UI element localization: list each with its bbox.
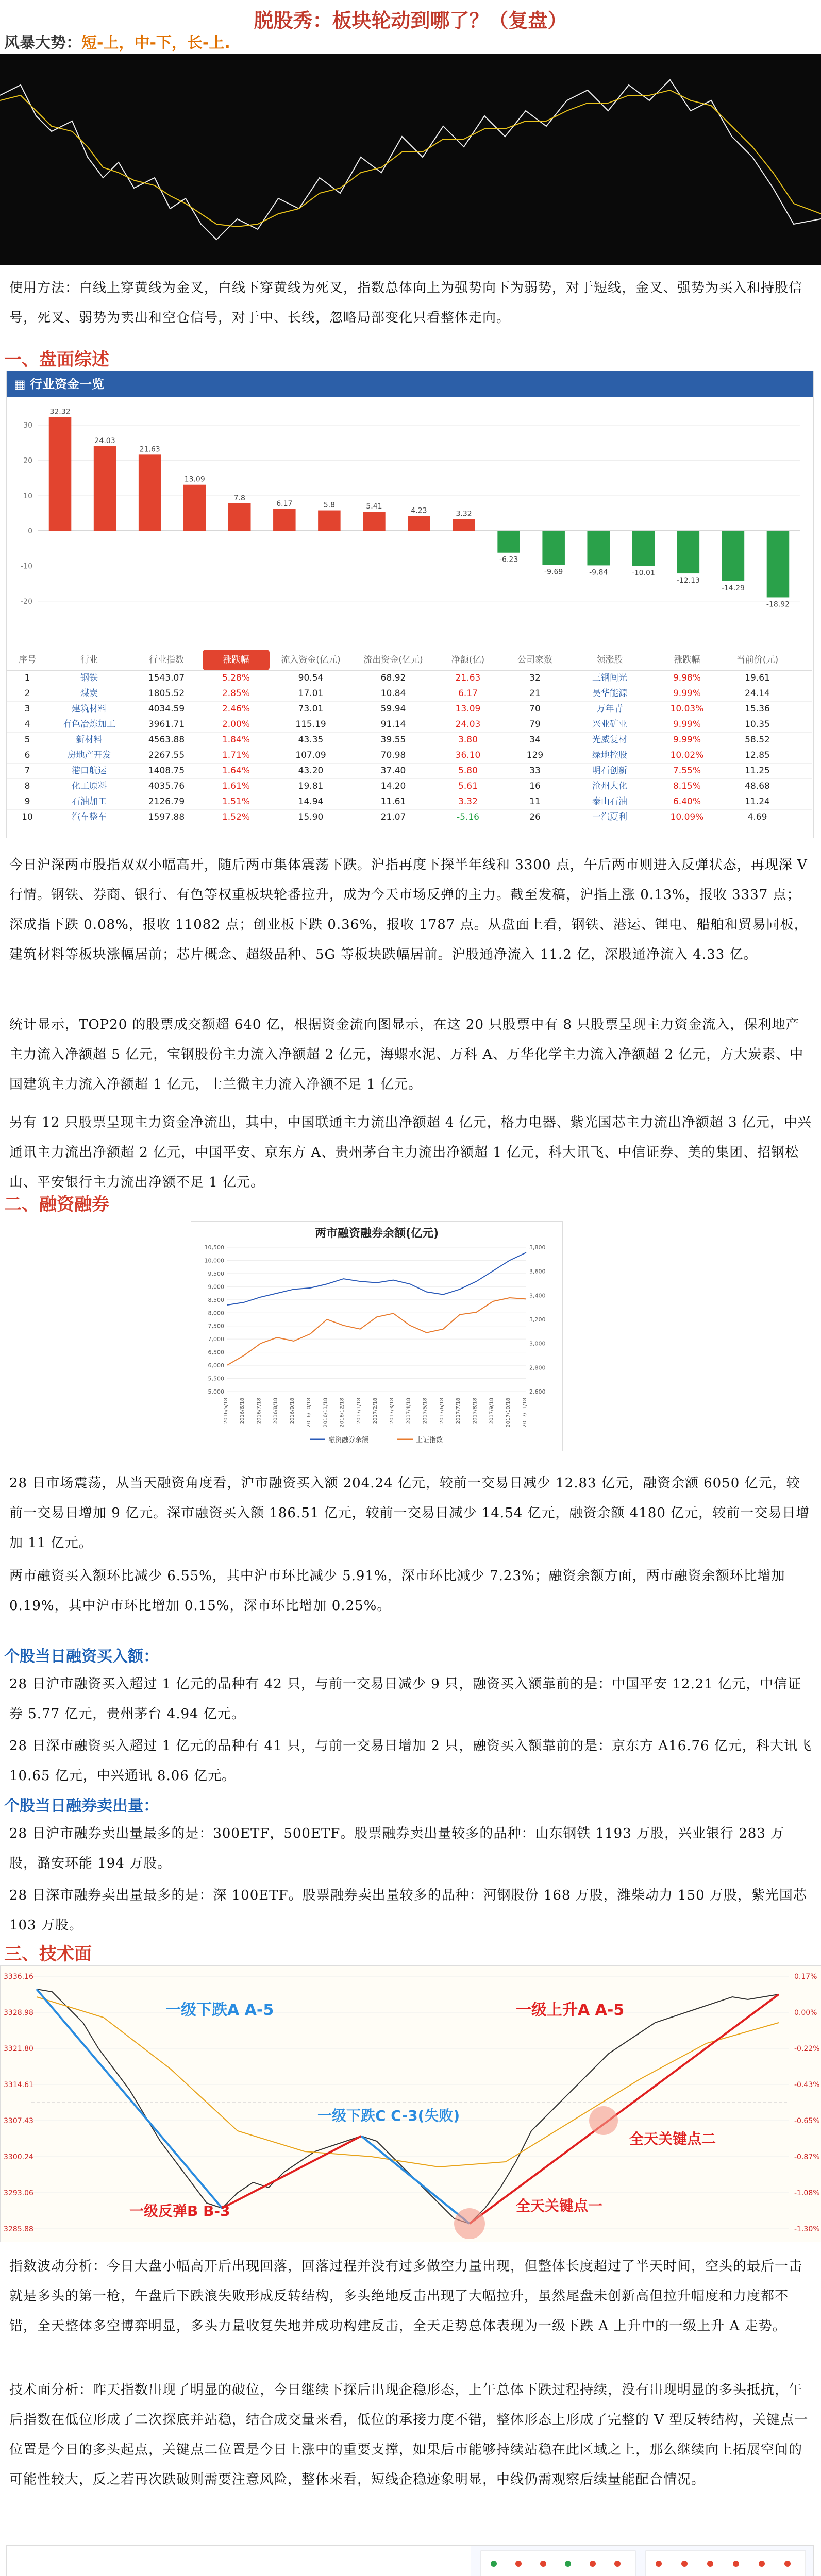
table-cell: 2.00% — [222, 719, 250, 730]
sub-heading-financing: 个股当日融资买入额： — [4, 1648, 159, 1666]
trend-chart — [0, 54, 821, 265]
table-cell: 10.84 — [380, 688, 406, 699]
table-header-cell: 涨跌幅 — [203, 650, 270, 670]
table-cell: 70 — [529, 704, 541, 714]
tech-y2tick: 0.00% — [794, 2009, 817, 2017]
stock-grid-left — [481, 2551, 635, 2576]
table-cell: 7.55% — [673, 766, 701, 776]
table-cell: 17.01 — [298, 688, 324, 699]
margin-xtick: 2016/10/18 — [306, 1398, 312, 1428]
stock-dot — [540, 2561, 546, 2567]
table-cell: 1.84% — [222, 735, 250, 745]
industry-bar — [722, 531, 745, 581]
table-row — [7, 686, 812, 702]
industry-bar — [49, 417, 72, 531]
usage-text: 使用方法：白线上穿黄线为金叉，白线下穿黄线为死叉，指数总体向上为强势向下为弱势，对于短线，金叉、强势为买入和持股信号，死叉、弱势为卖出和空仓信号，对于中、长线，忽略局部变化只看整体走向。 — [9, 280, 803, 326]
bar-value-label: 24.03 — [94, 436, 115, 445]
margin-xtick: 2016/8/18 — [273, 1398, 279, 1425]
short-paragraph-2: 28 日深市融券卖出量最多的是：深 100ETF。股票融券卖出量较多的品种：河钢股份 168 万股，潍柴动力 150 万股，紫光国芯 103 万股。 — [9, 1888, 807, 1933]
sub-heading-short: 个股当日融券卖出量： — [4, 1797, 159, 1815]
margin-y2tick: 3,800 — [529, 1244, 546, 1251]
bar-value-label: 5.8 — [323, 501, 336, 510]
table-cell: 4563.88 — [148, 735, 185, 745]
tech-ytick: 3314.61 — [4, 2081, 33, 2089]
table-header-cell: 公司家数 — [517, 655, 552, 665]
margin-y2tick: 3,200 — [529, 1316, 546, 1323]
table-cell: 37.40 — [380, 766, 406, 776]
tech-ytick: 3300.24 — [4, 2153, 33, 2161]
table-cell: 19.81 — [298, 781, 324, 791]
stock-dot — [491, 2561, 497, 2567]
industry-panel-header — [7, 371, 813, 397]
table-header-cell: 涨跌幅 — [674, 655, 700, 665]
bar-value-label: -9.84 — [589, 568, 608, 577]
table-cell: 14.20 — [380, 781, 406, 791]
bar-value-label: -9.69 — [544, 568, 563, 577]
stock-dot — [515, 2561, 522, 2567]
stock-grid-right — [646, 2551, 806, 2576]
table-cell: 绿地控股 — [592, 750, 627, 760]
margin-ytick: 10,000 — [204, 1257, 224, 1264]
table-cell: 32 — [529, 673, 541, 683]
legend-label: 上证指数 — [416, 1436, 443, 1444]
flow-lines-area — [7, 2546, 471, 2576]
margin-chart — [191, 1222, 562, 1451]
table-header-cell: 流入资金(亿元) — [281, 655, 341, 665]
table-cell: 10.35 — [745, 719, 770, 730]
stock-dot — [614, 2561, 621, 2567]
table-cell: 129 — [526, 750, 544, 760]
financing-paragraph-2: 28 日深市融资买入超过 1 亿元的品种有 41 只，与前一交易日增加 2 只，融资买入额靠前的是：京东方 A16.76 亿元，科大讯飞 10.65 亿元，中兴通讯 8.06 亿元。 — [9, 1738, 812, 1784]
bar-ytick: 10 — [23, 492, 32, 500]
table-row — [7, 717, 812, 733]
margin-ytick: 5,500 — [208, 1375, 224, 1382]
margin-ytick: 8,000 — [208, 1310, 224, 1317]
table-cell: 15.36 — [745, 704, 770, 714]
industry-fund-panel — [6, 371, 814, 838]
table-cell: 10 — [22, 812, 33, 822]
white-line — [0, 80, 821, 240]
tech-y2tick: -0.65% — [794, 2117, 820, 2125]
table-cell: 2 — [24, 688, 30, 699]
margin-ytick: 7,500 — [208, 1323, 224, 1330]
trend-value: 短-上，中-下，长-上. — [81, 34, 230, 52]
margin-xtick: 2017/2/18 — [373, 1398, 378, 1425]
table-cell: 8.15% — [673, 781, 701, 791]
label-cc3: 一级下跌C C-3(失败) — [317, 2107, 460, 2124]
tech-ytick: 3328.98 — [4, 2009, 33, 2017]
stock-dot — [590, 2561, 596, 2567]
margin-xtick: 2017/10/18 — [505, 1398, 511, 1428]
industry-bar — [183, 485, 206, 531]
table-cell: 19.61 — [745, 673, 770, 683]
financing-paragraph-1: 28 日沪市融资买入超过 1 亿元的品种有 42 只，与前一交易日减少 9 只，融资买入额靠前的是：中国平安 12.21 亿元，中信证券 5.77 亿元，贵州茅台 4.94 亿元。 — [9, 1676, 802, 1722]
table-cell: 34 — [529, 735, 541, 745]
table-cell: 3.80 — [458, 735, 478, 745]
table-header-cell: 领涨股 — [596, 655, 623, 665]
bar-value-label: 7.8 — [233, 494, 245, 502]
stock-dot — [707, 2561, 713, 2567]
table-cell: 16 — [529, 781, 541, 791]
table-cell: 73.01 — [298, 704, 324, 714]
table-cell: 13.09 — [455, 704, 481, 714]
section-2-title: 二、融资融券 — [4, 1194, 109, 1215]
table-cell: 8 — [24, 781, 30, 791]
table-cell: 明石创新 — [592, 766, 627, 776]
key-point-1-marker — [454, 2208, 485, 2239]
table-cell: 39.55 — [380, 735, 406, 745]
table-cell: 4035.76 — [148, 781, 185, 791]
table-cell: 泰山石油 — [592, 796, 627, 807]
table-cell: 4034.59 — [148, 704, 185, 714]
margin-xtick: 2017/11/18 — [522, 1398, 528, 1428]
table-cell: 58.52 — [745, 735, 770, 745]
table-header — [7, 650, 812, 671]
tech-y2tick: -1.30% — [794, 2225, 820, 2233]
stock-dot — [733, 2561, 739, 2567]
key-point-2-marker — [589, 2106, 618, 2135]
table-cell: 12.85 — [745, 750, 770, 760]
table-cell: 36.10 — [455, 750, 481, 760]
table-cell: 48.68 — [745, 781, 770, 791]
table-cell: 21.63 — [455, 673, 481, 683]
industry-bar — [587, 531, 610, 565]
table-cell: 新材料 — [76, 735, 103, 745]
table-cell: 6 — [24, 750, 30, 760]
margin-ytick: 6,000 — [208, 1362, 224, 1369]
market-paragraph-1: 今日沪深两市股指双双小幅高开，随后两市集体震荡下跌。沪指再度下探半年线和 3300 点，午后两市则进入反弹状态，再现深 V 行情。钢铁、券商、银行、有色等权重板块轮番拉升，成为今天市场反弹的主力。截至发稿，沪指上涨 0.13%，报收 3337 点；深成指下跌 0.08%，报收 11082 点；创业板下跌 0.36%，报收 1787 点。从盘面上看，钢铁、港运、锂电、船舶和贸易同板，建筑材料等板块涨幅居前；芯片概念、超级品种、5G 等板块跌幅居前。沪股通净流入 11.2 亿，深股通净流入 4.33 亿。 — [9, 857, 808, 962]
table-cell: 1597.88 — [148, 812, 185, 822]
margin-y2tick: 2,600 — [529, 1388, 546, 1395]
technical-chart — [1, 1966, 821, 2242]
table-cell: 43.20 — [298, 766, 324, 776]
table-cell: 4.69 — [747, 812, 767, 822]
industry-bar — [542, 531, 565, 565]
bar-value-label: -14.29 — [721, 584, 745, 592]
table-cell: 9.99% — [673, 735, 701, 745]
table-header-cell: 流出资金(亿元) — [363, 655, 423, 665]
table-cell: 石油加工 — [72, 796, 107, 807]
margin-xtick: 2016/11/18 — [323, 1398, 329, 1428]
chart-icon: ▦ — [14, 377, 26, 392]
technical-axis — [4, 1973, 820, 2233]
margin-y2tick: 3,600 — [529, 1268, 546, 1275]
industry-bar — [139, 454, 161, 531]
trend-chart-svg — [0, 54, 821, 265]
table-cell: 6.17 — [458, 688, 478, 699]
table-cell: 3 — [24, 704, 30, 714]
tech-paragraph-1: 指数波动分析：今日大盘小幅高开后出现回落，回落过程并没有过多做空力量出现，但整体长度超过了半天时间，空头的最后一击就是多头的第一枪，午盘后下跌浪失败形成反转结构，多头绝地反击出现了大幅拉升，虽然尾盘未创新高但拉升幅度和力度都不错，全天整体多空博弈明显，多头力量收复失地并成功构建反击，全天走势总体表现为一级下跌 A 上升中的一级上升 A 走势。 — [9, 2259, 803, 2334]
table-row — [7, 810, 812, 825]
table-cell: 1408.75 — [148, 766, 185, 776]
table-cell: 9.99% — [673, 719, 701, 730]
table-row — [7, 794, 812, 810]
margin-chart-panel — [191, 1221, 563, 1451]
table-cell: 7 — [24, 766, 30, 776]
industry-bar — [767, 531, 790, 597]
short-paragraph-1: 28 日沪市融券卖出量最多的是：300ETF，500ETF。股票融券卖出量较多的品种：山东钢铁 1193 万股，兴业银行 283 万股，潞安环能 194 万股。 — [9, 1826, 785, 1871]
tech-ytick: 3321.80 — [4, 2045, 33, 2053]
table-cell: 三钢闽光 — [592, 673, 627, 683]
a5-up-line — [470, 1994, 779, 2224]
margin-chart-title: 两市融资融券余额(亿元) — [314, 1227, 439, 1240]
industry-bar — [94, 446, 116, 531]
table-cell: 1.61% — [222, 781, 250, 791]
table-header-cell: 行业指数 — [149, 655, 184, 665]
technical-chart-panel — [0, 1965, 821, 2242]
tech-y2tick: 0.17% — [794, 1973, 817, 1981]
margin-ytick: 7,000 — [208, 1336, 224, 1343]
bar-value-label: 13.09 — [184, 475, 205, 484]
tech-y2tick: -1.08% — [794, 2189, 820, 2197]
table-cell: 6.40% — [673, 796, 701, 807]
label-key2: 全天关键点二 — [629, 2130, 716, 2147]
table-cell: 1 — [24, 673, 30, 683]
margin-xtick: 2016/9/18 — [289, 1398, 295, 1425]
table-cell: 9.98% — [673, 673, 701, 683]
table-header-cell: 当前价(元) — [736, 655, 779, 665]
label-a5-down: 一级下跌A A-5 — [165, 2001, 274, 2019]
bar-ytick: 0 — [28, 527, 32, 536]
table-cell: 4 — [24, 719, 30, 730]
bar-ytick: 20 — [23, 456, 32, 465]
margin-ytick: 9,000 — [208, 1283, 224, 1291]
table-cell: 14.94 — [298, 796, 324, 807]
table-cell: 钢铁 — [80, 673, 98, 683]
table-cell: 1.64% — [222, 766, 250, 776]
table-cell: 2267.55 — [148, 750, 185, 760]
stock-dot — [681, 2561, 688, 2567]
bar-ytick: 30 — [23, 421, 32, 430]
margin-paragraph-1: 28 日市场震荡，从当天融资角度看，沪市融资买入额 204.24 亿元，较前一交易日减少 12.83 亿元，融资余额 6050 亿元，较前一交易日增加 9 亿元。深市融资买入额 186.51 亿元，较前一交易日减少 14.54 亿元，融资余额 4180 亿元，较前一交易日增加 11 亿元。 — [9, 1476, 810, 1551]
article-title: 脱股秀：板块轮动到哪了？（复盘） — [254, 9, 567, 32]
margin-xtick: 2017/7/18 — [456, 1398, 462, 1425]
table-cell: 90.54 — [298, 673, 324, 683]
table-cell: 5.28% — [222, 673, 250, 683]
trend-line — [4, 30, 230, 53]
table-cell: 5.61 — [458, 781, 478, 791]
table-cell: 10.02% — [670, 750, 704, 760]
margin-paragraph-2: 两市融资买入额环比减少 6.55%，其中沪市环比减少 5.91%，深市环比减少 7.23%；融资余额方面，两市融资余额环比增加 0.19%，其中沪市环比增加 0.15%，深市环比增加 0.25%。 — [9, 1568, 785, 1614]
table-cell: 15.90 — [298, 812, 324, 822]
table-cell: 1.51% — [222, 796, 250, 807]
margin-y2tick: 3,400 — [529, 1292, 546, 1299]
tech-paragraph-2: 技术面分析：昨天指数出现了明显的破位，今日继续下探后出现企稳形态，上午总体下跌过程持续，没有出现明显的多头抵抗，午后指数在低位形成了二次探底并站稳，结合成交量来看，低位的承接力度不错，整体形态上形成了完整的 V 型反转结构，关键点一位置是今日的多头起点，关键点二位置是今日上涨中的重要支撑，如果后市能够持续站稳在此区域之上，那么继续向上拓展空间的可能性较大，反之若再次跌破则需要注意风险，整体来看，短线企稳迹象明显，中线仍需观察后续量能配合情况。 — [9, 2382, 809, 2487]
margin-xtick: 2017/9/18 — [489, 1398, 495, 1425]
table-cell: 沧州大化 — [592, 781, 627, 791]
margin-xtick: 2016/5/18 — [223, 1398, 229, 1425]
table-cell: 107.09 — [295, 750, 326, 760]
tech-y2tick: -0.43% — [794, 2081, 820, 2089]
table-cell: 1.71% — [222, 750, 250, 760]
table-cell: 2.46% — [222, 704, 250, 714]
table-cell: 9.99% — [673, 688, 701, 699]
bar-value-label: 4.23 — [411, 506, 427, 515]
margin-xtick: 2017/3/18 — [389, 1398, 395, 1425]
margin-ytick: 9,500 — [208, 1270, 224, 1277]
yellow-line — [0, 90, 821, 227]
table-cell: 3.32 — [458, 796, 478, 807]
bar-value-label: -18.92 — [766, 600, 790, 609]
margin-xtick: 2016/7/18 — [256, 1398, 262, 1425]
label-bb3: 一级反弹B B-3 — [129, 2202, 230, 2219]
margin-xtick: 2017/4/18 — [406, 1398, 412, 1425]
table-cell: 建筑材料 — [72, 704, 107, 714]
sector-flow-panel — [6, 2545, 814, 2576]
section-3-title: 三、技术面 — [4, 1944, 92, 1964]
bb3-line — [222, 2136, 361, 2208]
table-cell: 化工原料 — [72, 781, 107, 791]
industry-bar — [677, 531, 700, 573]
tech-ytick: 3307.43 — [4, 2117, 33, 2125]
table-cell: 68.92 — [380, 673, 406, 683]
tech-ytick: 3285.88 — [4, 2225, 33, 2233]
table-cell: 26 — [529, 812, 541, 822]
table-cell: 21 — [529, 688, 541, 699]
margin-xtick: 2016/12/18 — [339, 1398, 345, 1428]
table-cell: 有色冶炼加工 — [63, 719, 115, 730]
sector-flow-chart — [7, 2546, 813, 2576]
table-cell: 91.14 — [380, 719, 406, 730]
table-cell: 万年青 — [596, 704, 623, 714]
table-cell: 11.61 — [380, 796, 406, 807]
stock-dot — [784, 2561, 791, 2567]
table-row — [7, 748, 812, 764]
table-cell: -5.16 — [457, 812, 479, 822]
market-paragraph-2: 统计显示，TOP20 的股票成交额超 640 亿，根据资金流向图显示，在这 20 只股票中有 8 只股票呈现主力资金流入，保利地产主力流入净额超 5 亿元，宝钢股份主力流入净额超 2 亿元，海螺水泥、万科 A、万华化学主力流入净额超 2 亿元，方大炭素、中国建筑主力流入净额超 1 亿元，士兰微主力流入净额不足 1 亿元。 — [9, 1017, 804, 1092]
bar-ytick: -20 — [21, 597, 32, 606]
table-row — [7, 702, 812, 717]
label-key1: 全天关键点一 — [516, 2197, 603, 2214]
table-cell: 1.52% — [222, 812, 250, 822]
industry-table — [7, 650, 812, 825]
table-header-cell: 净额(亿) — [451, 655, 485, 665]
a5-down-line — [37, 1989, 222, 2208]
industry-bar — [408, 516, 430, 531]
bar-value-label: -6.23 — [499, 555, 518, 564]
table-cell: 1805.52 — [148, 688, 185, 699]
table-cell: 79 — [529, 719, 541, 730]
stock-dot — [565, 2561, 571, 2567]
market-paragraph-3: 另有 12 只股票呈现主力资金净流出，其中，中国联通主力流出净额超 4 亿元，格力电器、紫光国芯主力流出净额超 3 亿元，中兴通讯主力流出净额超 2 亿元，中国平安、京东方 A、贵州茅台主力流出净额超 1 亿元，科大讯飞、中信证券、美的集团、招钢松山、平安银行主力流出净额不足 1 亿元。 — [9, 1115, 812, 1190]
industry-bar — [632, 531, 655, 566]
margin-ytick: 6,500 — [208, 1349, 224, 1356]
bar-value-label: -12.13 — [676, 577, 700, 585]
tech-ytick: 3336.16 — [4, 1973, 33, 1981]
margin-y2tick: 2,800 — [529, 1364, 546, 1371]
table-cell: 一汽夏利 — [592, 812, 627, 822]
table-cell: 1543.07 — [148, 673, 185, 683]
table-cell: 2126.79 — [148, 796, 185, 807]
tech-y2tick: -0.87% — [794, 2153, 820, 2161]
table-cell: 33 — [529, 766, 541, 776]
table-header-cell: 行业 — [80, 655, 98, 665]
table-cell: 115.19 — [295, 719, 326, 730]
table-cell: 43.35 — [298, 735, 324, 745]
table-cell: 59.94 — [380, 704, 406, 714]
margin-ytick: 5,000 — [208, 1388, 224, 1395]
table-cell: 21.07 — [380, 812, 406, 822]
bar-value-label: 21.63 — [139, 445, 160, 454]
bar-value-label: -10.01 — [631, 569, 655, 578]
table-cell: 5 — [24, 735, 30, 745]
margin-xtick: 2017/1/18 — [356, 1398, 362, 1425]
tech-y2tick: -0.22% — [794, 2045, 820, 2053]
table-cell: 11 — [529, 796, 541, 807]
label-a5-up: 一级上升A A-5 — [516, 2001, 625, 2019]
bar-ytick: -10 — [21, 562, 32, 571]
index-line — [37, 1989, 779, 2224]
industry-bar — [228, 503, 251, 531]
industry-bar — [273, 509, 296, 531]
bar-value-label: 5.41 — [366, 502, 382, 511]
table-cell: 9 — [24, 796, 30, 807]
table-cell: 24.03 — [455, 719, 481, 730]
trend-label: 风暴大势： — [4, 34, 81, 52]
industry-bar — [453, 519, 475, 531]
tech-ytick: 3293.06 — [4, 2189, 33, 2197]
table-cell: 10.03% — [670, 704, 704, 714]
table-cell: 兴业矿业 — [592, 719, 627, 730]
margin-ytick: 8,500 — [208, 1296, 224, 1303]
margin-xtick: 2017/5/18 — [422, 1398, 428, 1425]
stock-dot — [656, 2561, 662, 2567]
table-body — [7, 671, 812, 825]
table-cell: 2.85% — [222, 688, 250, 699]
table-cell: 11.25 — [745, 766, 770, 776]
margin-y2tick: 3,000 — [529, 1340, 546, 1347]
stock-dot — [759, 2561, 765, 2567]
section-1-title: 一、盘面综述 — [4, 349, 109, 370]
bar-value-label: 32.32 — [49, 408, 71, 416]
industry-bar — [363, 512, 386, 531]
table-cell: 昊华能源 — [592, 688, 627, 699]
margin-ytick: 10,500 — [204, 1244, 224, 1251]
bar-value-label: 6.17 — [276, 500, 293, 509]
industry-bar — [318, 511, 341, 531]
margin-xtick: 2017/8/18 — [472, 1398, 478, 1425]
bar-value-label: 3.32 — [456, 510, 472, 518]
cc3-line — [361, 2136, 470, 2224]
table-row — [7, 764, 812, 779]
margin-xtick: 2016/6/18 — [240, 1398, 246, 1425]
table-cell: 3961.71 — [148, 719, 185, 730]
table-cell: 港口航运 — [72, 766, 107, 776]
table-row — [7, 733, 812, 748]
table-cell: 70.98 — [380, 750, 406, 760]
table-cell: 11.24 — [745, 796, 770, 807]
table-row — [7, 671, 812, 686]
industry-bar-chart — [7, 397, 812, 629]
industry-panel-title: 行业资金一览 — [30, 377, 105, 392]
table-header-cell: 序号 — [19, 655, 36, 665]
table-cell: 煤炭 — [80, 688, 98, 699]
table-cell: 光威复材 — [592, 735, 627, 745]
table-cell: 房地产开发 — [67, 750, 111, 760]
table-cell: 10.09% — [670, 812, 704, 822]
legend-label: 融资融券余额 — [328, 1436, 369, 1444]
table-cell: 24.14 — [745, 688, 770, 699]
table-row — [7, 779, 812, 794]
table-cell: 5.80 — [458, 766, 478, 776]
index-series-line — [227, 1298, 526, 1365]
table-cell: 汽车整车 — [72, 812, 107, 822]
industry-bar — [497, 531, 520, 553]
margin-xtick: 2017/6/18 — [439, 1398, 445, 1425]
